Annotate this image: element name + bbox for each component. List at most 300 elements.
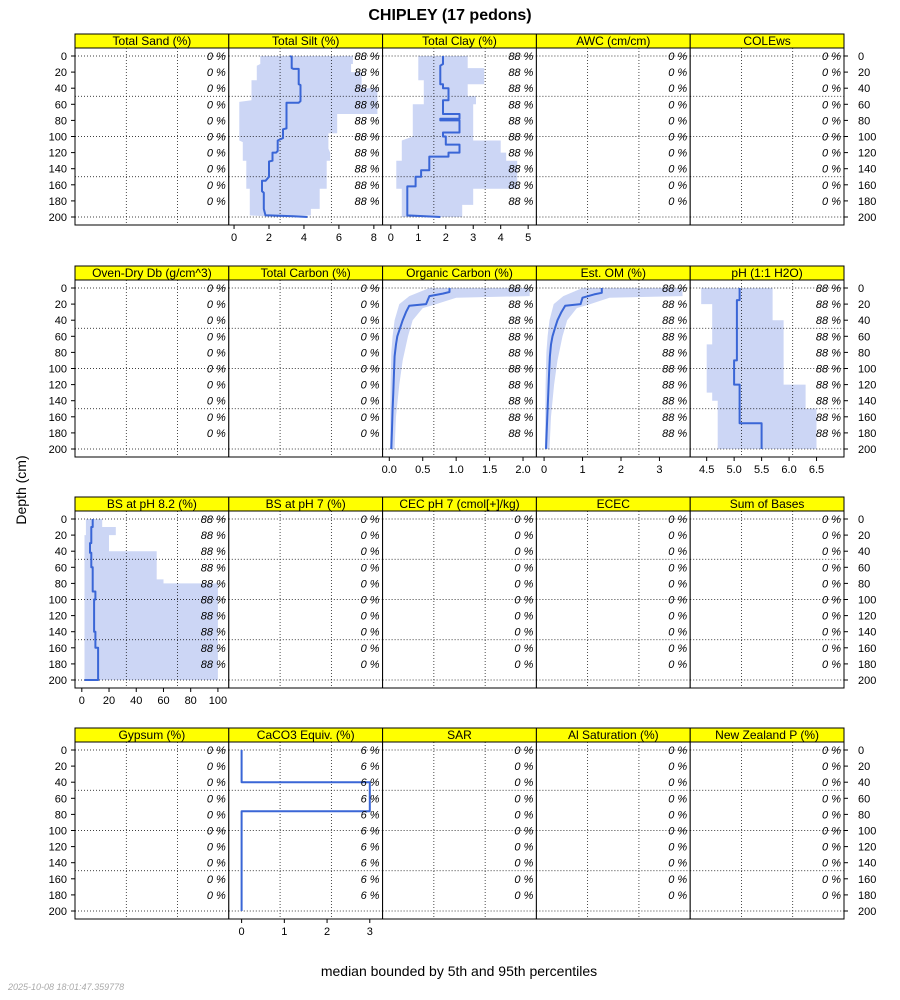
- strip-label: AWC (cm/cm): [576, 34, 651, 48]
- panel-sar: [383, 728, 537, 919]
- pct-annotation: 0 %: [206, 809, 226, 822]
- depth-tick-label-left: 60: [54, 562, 67, 575]
- pct-annotation: 0 %: [360, 347, 380, 360]
- pct-annotation: 0 %: [514, 546, 534, 559]
- depth-tick-label-right: 120: [858, 147, 877, 160]
- strip-label: SAR: [447, 728, 472, 742]
- x-tick-label: 0: [387, 232, 394, 244]
- x-tick-label: 20: [102, 695, 116, 707]
- x-tick-label: 6.5: [808, 464, 825, 476]
- pct-annotation: 88 %: [354, 131, 380, 144]
- pct-annotation: 0 %: [822, 626, 841, 639]
- depth-tick-label-right: 0: [858, 51, 865, 63]
- pct-annotation: 88 %: [815, 347, 841, 360]
- pct-annotation: 6 %: [360, 809, 380, 822]
- x-tick-label: 0.5: [415, 464, 431, 476]
- pct-annotation: 0 %: [360, 411, 380, 424]
- pct-annotation: 0 %: [668, 530, 688, 543]
- depth-tick-label-left: 120: [48, 147, 67, 160]
- depth-tick-label-right: 60: [858, 562, 871, 575]
- depth-tick-label-right: 20: [858, 530, 871, 543]
- pct-annotation: 88 %: [200, 578, 226, 591]
- panel-colews: [690, 34, 844, 225]
- pct-annotation: 0 %: [206, 395, 226, 408]
- x-tick-label: 1.5: [481, 464, 498, 476]
- pct-annotation: 0 %: [668, 777, 688, 790]
- depth-tick-label-left: 20: [54, 67, 67, 80]
- depth-tick-label-left: 120: [48, 610, 67, 623]
- depth-tick-label-right: 60: [858, 331, 871, 344]
- panel-total-sand: [75, 34, 229, 225]
- pct-annotation: 88 %: [815, 395, 841, 408]
- y-axis-label: Depth (cm): [13, 455, 29, 525]
- x-tick-label: 8: [370, 232, 377, 244]
- chart-title: CHIPLEY (17 pedons): [368, 7, 532, 24]
- depth-tick-label-right: 200: [858, 212, 877, 224]
- plot-background: [229, 280, 383, 457]
- pct-annotation: 6 %: [360, 857, 380, 870]
- pct-annotation: 0 %: [822, 642, 841, 655]
- pct-annotation: 88 %: [508, 363, 534, 376]
- depth-tick-label-left: 0: [60, 51, 67, 63]
- pct-annotation: 0 %: [360, 546, 380, 559]
- pct-annotation: 0 %: [822, 179, 841, 192]
- strip-label: BS at pH 8.2 (%): [106, 497, 197, 511]
- x-tick-label: 4: [300, 232, 308, 244]
- pct-annotation: 88 %: [354, 195, 380, 208]
- pct-annotation: 0 %: [206, 331, 226, 344]
- strip-label: CaCO3 Equiv. (%): [256, 728, 355, 742]
- pct-annotation: 0 %: [514, 658, 534, 671]
- depth-tick-label-right: 60: [858, 793, 871, 806]
- depth-tick-label-left: 180: [48, 195, 67, 208]
- pct-annotation: 88 %: [815, 299, 841, 312]
- pct-annotation: 0 %: [822, 658, 841, 671]
- pct-annotation: 0 %: [822, 562, 841, 575]
- pct-annotation: 0 %: [360, 594, 380, 607]
- strip-label: Est. OM (%): [580, 266, 646, 280]
- depth-tick-label-left: 100: [48, 594, 67, 607]
- x-tick-label: 5: [525, 232, 532, 244]
- pct-annotation: 0 %: [206, 147, 226, 160]
- depth-tick-label-left: 100: [48, 131, 67, 144]
- pct-annotation: 0 %: [822, 530, 841, 543]
- depth-tick-label-left: 40: [54, 83, 67, 96]
- pct-annotation: 88 %: [508, 331, 534, 344]
- pct-annotation: 0 %: [668, 115, 688, 128]
- pct-annotation: 88 %: [354, 179, 380, 192]
- pct-annotation: 0 %: [514, 761, 534, 774]
- pct-annotation: 0 %: [668, 761, 688, 774]
- pct-annotation: 0 %: [822, 67, 841, 80]
- strip-label: Total Silt (%): [272, 34, 340, 48]
- pct-annotation: 88 %: [662, 395, 688, 408]
- pct-annotation: 0 %: [668, 67, 688, 80]
- pct-annotation: 0 %: [668, 610, 688, 623]
- strip-label: Total Clay (%): [422, 34, 497, 48]
- pct-annotation: 88 %: [354, 99, 380, 112]
- strip-label: Sum of Bases: [729, 497, 805, 511]
- pct-annotation: 88 %: [200, 530, 226, 543]
- depth-tick-label-right: 80: [858, 578, 871, 591]
- panel-awc-cm-cm: [536, 34, 690, 225]
- pct-annotation: 0 %: [822, 115, 841, 128]
- panel-gypsum: [75, 728, 229, 919]
- strip-label: Oven-Dry Db (g/cm^3): [92, 266, 212, 280]
- depth-tick-label-right: 60: [858, 99, 871, 112]
- pct-annotation: 0 %: [668, 99, 688, 112]
- pct-annotation: 0 %: [360, 379, 380, 392]
- pct-annotation: 0 %: [668, 83, 688, 96]
- pct-annotation: 0 %: [514, 610, 534, 623]
- depth-tick-label-left: 140: [48, 163, 67, 176]
- depth-tick-label-left: 200: [48, 444, 67, 456]
- pct-annotation: 88 %: [200, 658, 226, 671]
- pct-annotation: 88 %: [662, 379, 688, 392]
- pct-annotation: 0 %: [822, 761, 841, 774]
- pct-annotation: 0 %: [514, 809, 534, 822]
- panel-al-saturation: [536, 728, 690, 919]
- pct-annotation: 0 %: [206, 163, 226, 176]
- depth-tick-label-left: 180: [48, 889, 67, 902]
- panel-cec-ph-7-cmol-kg: [383, 497, 537, 688]
- x-tick-label: 40: [130, 695, 143, 707]
- depth-tick-label-right: 140: [858, 395, 877, 408]
- pct-annotation: 88 %: [662, 331, 688, 344]
- depth-tick-label-left: 60: [54, 99, 67, 112]
- pct-annotation: 88 %: [815, 379, 841, 392]
- pct-annotation: 0 %: [514, 626, 534, 639]
- pct-annotation: 0 %: [206, 857, 226, 870]
- x-tick-label: 80: [184, 695, 197, 707]
- pct-annotation: 0 %: [822, 578, 841, 591]
- pct-annotation: 88 %: [508, 427, 534, 440]
- pct-annotation: 6 %: [360, 825, 380, 838]
- pct-annotation: 88 %: [200, 626, 226, 639]
- pct-annotation: 88 %: [508, 115, 534, 128]
- pct-annotation: 0 %: [668, 562, 688, 575]
- pct-annotation: 88 %: [354, 51, 380, 63]
- pct-annotation: 88 %: [662, 299, 688, 312]
- pct-annotation: 0 %: [668, 514, 688, 526]
- x-tick-label: 100: [208, 695, 228, 707]
- depth-tick-label-left: 120: [48, 841, 67, 854]
- pct-annotation: 0 %: [360, 315, 380, 328]
- pct-annotation: 0 %: [360, 658, 380, 671]
- pct-annotation: 0 %: [668, 163, 688, 176]
- depth-tick-label-left: 80: [54, 809, 67, 822]
- pct-annotation: 0 %: [206, 99, 226, 112]
- depth-tick-label-right: 180: [858, 658, 877, 671]
- pct-annotation: 88 %: [200, 642, 226, 655]
- pct-annotation: 0 %: [514, 642, 534, 655]
- pct-annotation: 88 %: [815, 427, 841, 440]
- x-tick-label: 1: [281, 926, 288, 938]
- depth-tick-label-left: 80: [54, 578, 67, 591]
- depth-tick-label-right: 160: [858, 411, 877, 424]
- depth-tick-label-left: 180: [48, 658, 67, 671]
- pct-annotation: 0 %: [206, 889, 226, 902]
- plot-background: [690, 48, 844, 225]
- depth-tick-label-right: 20: [858, 67, 871, 80]
- pct-annotation: 0 %: [514, 825, 534, 838]
- pct-annotation: 0 %: [668, 626, 688, 639]
- pct-annotation: 88 %: [815, 363, 841, 376]
- pct-annotation: 0 %: [206, 131, 226, 144]
- pct-annotation: 0 %: [514, 594, 534, 607]
- pct-annotation: 0 %: [668, 147, 688, 160]
- pct-annotation: 0 %: [668, 841, 688, 854]
- pct-annotation: 0 %: [668, 578, 688, 591]
- depth-tick-label-left: 20: [54, 761, 67, 774]
- depth-tick-label-left: 120: [48, 379, 67, 392]
- x-tick-label: 3: [470, 232, 477, 244]
- x-tick-label: 0.0: [381, 464, 397, 476]
- strip-label: Total Sand (%): [112, 34, 192, 48]
- depth-tick-label-right: 140: [858, 163, 877, 176]
- pct-annotation: 0 %: [822, 777, 841, 790]
- depth-tick-label-left: 160: [48, 642, 67, 655]
- plot-background: [229, 742, 383, 919]
- depth-tick-label-right: 80: [858, 809, 871, 822]
- pct-annotation: 0 %: [206, 761, 226, 774]
- x-tick-label: 0: [238, 926, 245, 938]
- plot-background: [690, 742, 844, 919]
- panel-bs-at-ph-7: [229, 497, 383, 688]
- depth-tick-label-left: 0: [60, 283, 67, 295]
- pct-annotation: 88 %: [200, 610, 226, 623]
- pct-annotation: 0 %: [206, 195, 226, 208]
- depth-tick-label-right: 160: [858, 873, 877, 886]
- pct-annotation: 0 %: [206, 283, 226, 295]
- strip-label: pH (1:1 H2O): [731, 266, 803, 280]
- depth-tick-label-left: 160: [48, 411, 67, 424]
- panel-bs-at-ph-8-2: [75, 497, 229, 707]
- strip-label: Organic Carbon (%): [406, 266, 513, 280]
- pct-annotation: 88 %: [508, 163, 534, 176]
- pct-annotation: 0 %: [206, 51, 226, 63]
- pct-annotation: 0 %: [206, 411, 226, 424]
- pct-annotation: 0 %: [822, 594, 841, 607]
- x-tick-label: 2: [442, 232, 449, 244]
- x-tick-label: 1: [415, 232, 422, 244]
- depth-tick-label-right: 0: [858, 283, 865, 295]
- pct-annotation: 0 %: [360, 299, 380, 312]
- pct-annotation: 0 %: [668, 179, 688, 192]
- depth-tick-label-left: 40: [54, 546, 67, 559]
- pct-annotation: 88 %: [354, 115, 380, 128]
- panel-est-om: [536, 266, 690, 476]
- depth-tick-label-right: 20: [858, 299, 871, 312]
- depth-tick-label-right: 100: [858, 363, 877, 376]
- pct-annotation: 0 %: [668, 825, 688, 838]
- depth-tick-label-right: 200: [858, 906, 877, 918]
- panel-sum-of-bases: [690, 497, 844, 688]
- depth-tick-label-right: 40: [858, 546, 871, 559]
- depth-tick-label-right: 120: [858, 841, 877, 854]
- pct-annotation: 0 %: [668, 857, 688, 870]
- pct-annotation: 0 %: [822, 83, 841, 96]
- pct-annotation: 88 %: [508, 147, 534, 160]
- depth-tick-label-right: 100: [858, 825, 877, 838]
- pct-annotation: 0 %: [514, 562, 534, 575]
- x-tick-label: 1.0: [448, 464, 464, 476]
- depth-tick-label-left: 60: [54, 793, 67, 806]
- pct-annotation: 0 %: [822, 131, 841, 144]
- pct-annotation: 0 %: [822, 163, 841, 176]
- pct-annotation: 0 %: [668, 546, 688, 559]
- depth-tick-label-left: 140: [48, 395, 67, 408]
- pct-annotation: 0 %: [206, 83, 226, 96]
- pct-annotation: 0 %: [822, 99, 841, 112]
- timestamp: 2025-10-08 18:01:47.359778: [8, 982, 125, 992]
- pct-annotation: 0 %: [206, 745, 226, 757]
- pct-annotation: 88 %: [662, 363, 688, 376]
- panel-total-clay: [383, 34, 537, 244]
- depth-tick-label-right: 200: [858, 444, 877, 456]
- pct-annotation: 0 %: [668, 642, 688, 655]
- pct-annotation: 88 %: [508, 99, 534, 112]
- pct-annotation: 6 %: [360, 793, 380, 806]
- x-tick-label: 0: [78, 695, 85, 707]
- plot-background: [536, 742, 690, 919]
- pct-annotation: 0 %: [360, 578, 380, 591]
- pct-annotation: 88 %: [815, 283, 841, 295]
- pct-annotation: 0 %: [514, 777, 534, 790]
- strip-label: BS at pH 7 (%): [265, 497, 346, 511]
- depth-tick-label-right: 160: [858, 642, 877, 655]
- depth-tick-label-right: 140: [858, 626, 877, 639]
- pct-annotation: 0 %: [668, 889, 688, 902]
- pct-annotation: 0 %: [514, 841, 534, 854]
- pct-annotation: 88 %: [508, 179, 534, 192]
- plot-background: [75, 48, 229, 225]
- plot-background: [383, 742, 537, 919]
- plot-background: [383, 511, 537, 688]
- pct-annotation: 88 %: [815, 411, 841, 424]
- plot-background: [536, 511, 690, 688]
- pct-annotation: 0 %: [514, 857, 534, 870]
- pct-annotation: 0 %: [360, 642, 380, 655]
- pct-annotation: 0 %: [360, 562, 380, 575]
- pct-annotation: 88 %: [662, 315, 688, 328]
- pct-annotation: 0 %: [822, 546, 841, 559]
- pct-annotation: 0 %: [822, 147, 841, 160]
- pct-annotation: 0 %: [206, 179, 226, 192]
- pct-annotation: 88 %: [354, 67, 380, 80]
- pct-annotation: 0 %: [206, 363, 226, 376]
- pct-annotation: 0 %: [514, 793, 534, 806]
- pct-annotation: 6 %: [360, 777, 380, 790]
- pct-annotation: 0 %: [360, 363, 380, 376]
- pct-annotation: 88 %: [815, 331, 841, 344]
- pct-annotation: 6 %: [360, 745, 380, 757]
- pct-annotation: 88 %: [508, 67, 534, 80]
- pct-annotation: 6 %: [360, 761, 380, 774]
- depth-tick-label-right: 40: [858, 83, 871, 96]
- strip-label: Al Saturation (%): [567, 728, 659, 742]
- x-tick-label: 0: [230, 232, 238, 244]
- pct-annotation: 0 %: [360, 610, 380, 623]
- pct-annotation: 88 %: [508, 315, 534, 328]
- depth-tick-label-right: 120: [858, 610, 877, 623]
- depth-tick-label-right: 160: [858, 179, 877, 192]
- depth-tick-label-left: 100: [48, 825, 67, 838]
- pct-annotation: 88 %: [508, 283, 534, 295]
- plot-background: [75, 280, 229, 457]
- pct-annotation: 0 %: [822, 514, 841, 526]
- pct-annotation: 0 %: [360, 530, 380, 543]
- pct-annotation: 0 %: [360, 626, 380, 639]
- pct-annotation: 88 %: [200, 594, 226, 607]
- pct-annotation: 0 %: [668, 658, 688, 671]
- x-tick-label: 60: [157, 695, 170, 707]
- depth-tick-label-right: 20: [858, 761, 871, 774]
- pct-annotation: 88 %: [200, 546, 226, 559]
- x-tick-label: 2: [617, 464, 625, 476]
- pct-annotation: 0 %: [822, 841, 841, 854]
- depth-tick-label-left: 40: [54, 777, 67, 790]
- pct-annotation: 0 %: [514, 578, 534, 591]
- pct-annotation: 0 %: [206, 347, 226, 360]
- pct-annotation: 0 %: [206, 299, 226, 312]
- depth-tick-label-right: 40: [858, 777, 871, 790]
- pct-annotation: 0 %: [206, 793, 226, 806]
- depth-tick-label-left: 200: [48, 212, 67, 224]
- pct-annotation: 0 %: [668, 793, 688, 806]
- depth-tick-label-right: 140: [858, 857, 877, 870]
- pct-annotation: 88 %: [662, 411, 688, 424]
- depth-tick-label-left: 160: [48, 179, 67, 192]
- pct-annotation: 88 %: [354, 147, 380, 160]
- depth-tick-label-right: 80: [858, 115, 871, 128]
- x-tick-label: 3: [366, 926, 373, 938]
- x-tick-label: 2.0: [515, 464, 531, 476]
- panel-grid: [49, 34, 877, 938]
- pct-annotation: 0 %: [668, 51, 688, 63]
- pct-annotation: 0 %: [206, 841, 226, 854]
- panel-total-carbon: [229, 266, 383, 457]
- depth-tick-label-right: 180: [858, 427, 877, 440]
- pct-annotation: 88 %: [508, 51, 534, 63]
- depth-tick-label-left: 20: [54, 530, 67, 543]
- panel-caco3-equiv: [229, 728, 383, 938]
- pct-annotation: 0 %: [360, 283, 380, 295]
- x-axis-label: median bounded by 5th and 95th percentiles: [320, 963, 598, 979]
- strip-label: Gypsum (%): [118, 728, 186, 742]
- pct-annotation: 0 %: [206, 427, 226, 440]
- pct-annotation: 0 %: [822, 745, 841, 757]
- pct-annotation: 0 %: [668, 873, 688, 886]
- pct-annotation: 0 %: [668, 195, 688, 208]
- pct-annotation: 0 %: [668, 809, 688, 822]
- pct-annotation: 88 %: [354, 163, 380, 176]
- pct-annotation: 88 %: [508, 379, 534, 392]
- pct-annotation: 0 %: [514, 514, 534, 526]
- x-tick-label: 2: [323, 926, 331, 938]
- pct-annotation: 88 %: [662, 427, 688, 440]
- pct-annotation: 88 %: [200, 514, 226, 526]
- pct-annotation: 0 %: [822, 195, 841, 208]
- pct-annotation: 88 %: [508, 395, 534, 408]
- pct-annotation: 0 %: [206, 873, 226, 886]
- pct-annotation: 6 %: [360, 889, 380, 902]
- panel-ecec: [536, 497, 690, 688]
- depth-tick-label-left: 40: [54, 315, 67, 328]
- depth-tick-label-left: 80: [54, 347, 67, 360]
- pct-annotation: 0 %: [822, 793, 841, 806]
- strip-label: ECEC: [596, 497, 630, 511]
